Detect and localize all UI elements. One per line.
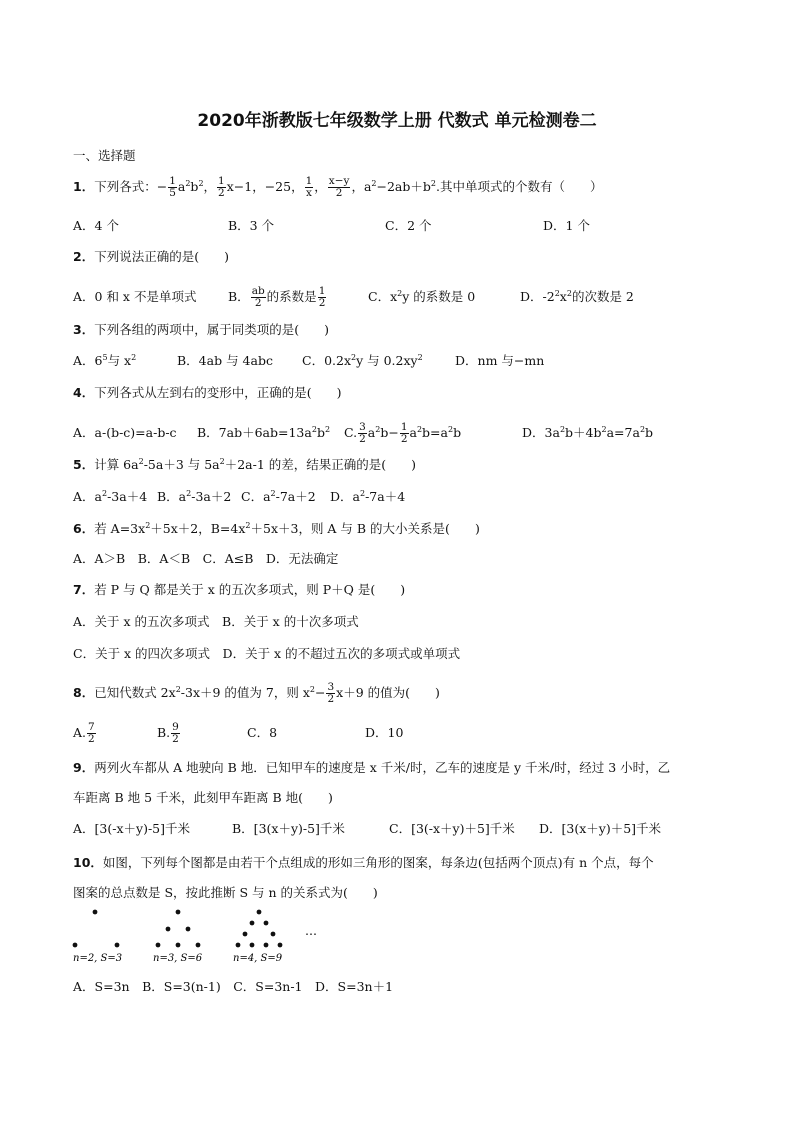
question-5-options <box>73 489 405 505</box>
option-b[interactable]: B．3 个 <box>228 218 275 233</box>
question-9: 9．两列火车都从 A 地驶向 B 地．已知甲车的速度是 x 千米/时，乙车的速度是 y 千米/时，经过 3 小时，乙 <box>73 760 671 775</box>
question-10-options[interactable]: A．S=3n B．S=3(n-1) C．S=3n-1 D．S=3n＋1 <box>73 979 394 994</box>
triangle-n2 <box>73 910 120 948</box>
option-c[interactable]: C．2 个 <box>385 218 432 233</box>
question-10-line-2: 图案的总点数是 S，按此推断 S 与 n 的关系式为( ) <box>73 885 378 900</box>
option-d[interactable]: D．10 <box>365 725 404 740</box>
option-d[interactable]: D．$3a^2b+4b^2a=7a^2b$ <box>522 425 654 440</box>
option-d[interactable]: D．nm 与−mn <box>455 353 545 368</box>
dot-triangle-figure <box>68 905 368 965</box>
question-5: 5．计算 $6a^2-5a+3$ 与 $5a^2+2a-1$ 的差，结果正确的是( ) <box>73 457 417 472</box>
option-c[interactable]: C. $\frac{3}{2}$ $a^2b-$ $\frac{1}{2}$ $a^2b=a^2b$ <box>344 421 462 445</box>
question-2: 2．下列说法正确的是( ) <box>73 249 229 264</box>
triangle-n4 <box>236 910 283 948</box>
caption-n3: n=3, S=6 <box>153 953 203 964</box>
question-1-options <box>73 218 723 234</box>
question-4: 4．下列各式从左到右的变形中，正确的是( ) <box>73 385 342 400</box>
option-b[interactable]: B．$a^2-3a+2$ <box>157 489 232 504</box>
question-9-line-2: 车距离 B 地 5 千米，此刻甲车距离 B 地( ) <box>73 790 333 805</box>
option-a[interactable]: A．0 和 x 不是单项式 <box>73 289 197 304</box>
option-a[interactable]: A．[3(-x＋y)-5]千米 <box>73 821 190 836</box>
question-7-options-cd[interactable]: C．关于 x 的四次多项式 D．关于 x 的不超过五次的多项式或单项式 <box>73 646 461 661</box>
option-d[interactable]: D．[3(x＋y)＋5]千米 <box>539 821 662 836</box>
option-c[interactable]: C．$a^2-7a+2$ <box>241 489 316 504</box>
option-d[interactable]: D．$a^2-7a+4$ <box>330 489 406 504</box>
ellipsis: … <box>305 924 317 938</box>
caption-n4: n=4, S=9 <box>233 953 283 964</box>
option-a[interactable]: A．a-(b-c)=a-b-c <box>73 425 177 440</box>
question-7-options-ab[interactable]: A．关于 x 的五次多项式 B．关于 x 的十次多项式 <box>73 614 359 629</box>
option-d[interactable]: D．1 个 <box>543 218 590 233</box>
question-10: 10．如图，下列每个图都是由若干个点组成的形如三角形的图案，每条边(包括两个顶点)有 n 个点，每个 <box>73 855 654 870</box>
option-c[interactable]: C．$x^2y$ 的系数是 0 <box>368 289 476 304</box>
question-8-options <box>73 722 403 745</box>
option-a[interactable]: A．$6^5$与 $x^2$ <box>73 353 137 368</box>
page-title: 2020年浙教版七年级数学上册 代数式 单元检测卷二 <box>197 111 597 131</box>
question-7: 7．若 P 与 Q 都是关于 x 的五次多项式，则 P＋Q 是( ) <box>73 582 406 597</box>
option-b[interactable]: B． $\frac{ab}{2}$ 的系数是 $\frac{1}{2}$ <box>228 285 326 309</box>
question-3: 3．下列各组的两项中，属于同类项的是( ) <box>73 322 329 337</box>
option-c[interactable]: C．$0.2x^2y$ 与 $0.2xy^2$ <box>302 353 423 368</box>
option-d[interactable]: D．$-2^2x^2$的次数是 2 <box>520 289 634 304</box>
triangle-n3 <box>156 910 201 948</box>
option-b[interactable]: B．$7ab+6ab=13a^2b^2$ <box>197 425 331 440</box>
question-4-options <box>73 422 653 445</box>
option-b[interactable]: B．4ab 与 4abc <box>177 353 273 368</box>
option-a[interactable]: A. $\frac{7}{2}$ <box>73 721 95 745</box>
option-a[interactable]: A．4 个 <box>73 218 119 233</box>
option-a[interactable]: A．$a^2-3a+4$ <box>73 489 148 504</box>
option-c[interactable]: C．8 <box>247 725 278 740</box>
option-b[interactable]: B. $\frac{9}{2}$ <box>157 721 179 745</box>
option-c[interactable]: C．[3(-x＋y)＋5]千米 <box>389 821 515 836</box>
caption-n2: n=2, S=3 <box>73 953 123 964</box>
question-6-options[interactable]: A．A＞B B．A＜B C．A≤B D．无法确定 <box>73 551 339 566</box>
question-3-options <box>73 353 544 369</box>
question-2-options <box>73 286 634 309</box>
question-6: 6．若 $A=3x^2+5x+2$，$B=4x^2+5x+3$，则 A 与 B 的大小关系是( ) <box>73 521 480 536</box>
question-9-options <box>73 821 661 837</box>
question-8: 8．已知代数式 $2x^2-3x+9$ 的值为 7，则 $x^2-$ $\frac{3}{2}$ x＋9 的值为( ) <box>73 681 440 705</box>
option-b[interactable]: B．[3(x＋y)-5]千米 <box>232 821 345 836</box>
section-heading: 一、选择题 <box>73 148 136 163</box>
question-1: 1．下列各式：− $\frac{1}{5}$ $a^2b^2$， $\frac{1}{2}$ x−1，−25， $\frac{1}{x}$ ， $\frac{x-y}{2}$ ，$a^2-2ab+b^2$.其中单项式的个数有（ ） <box>73 175 603 199</box>
